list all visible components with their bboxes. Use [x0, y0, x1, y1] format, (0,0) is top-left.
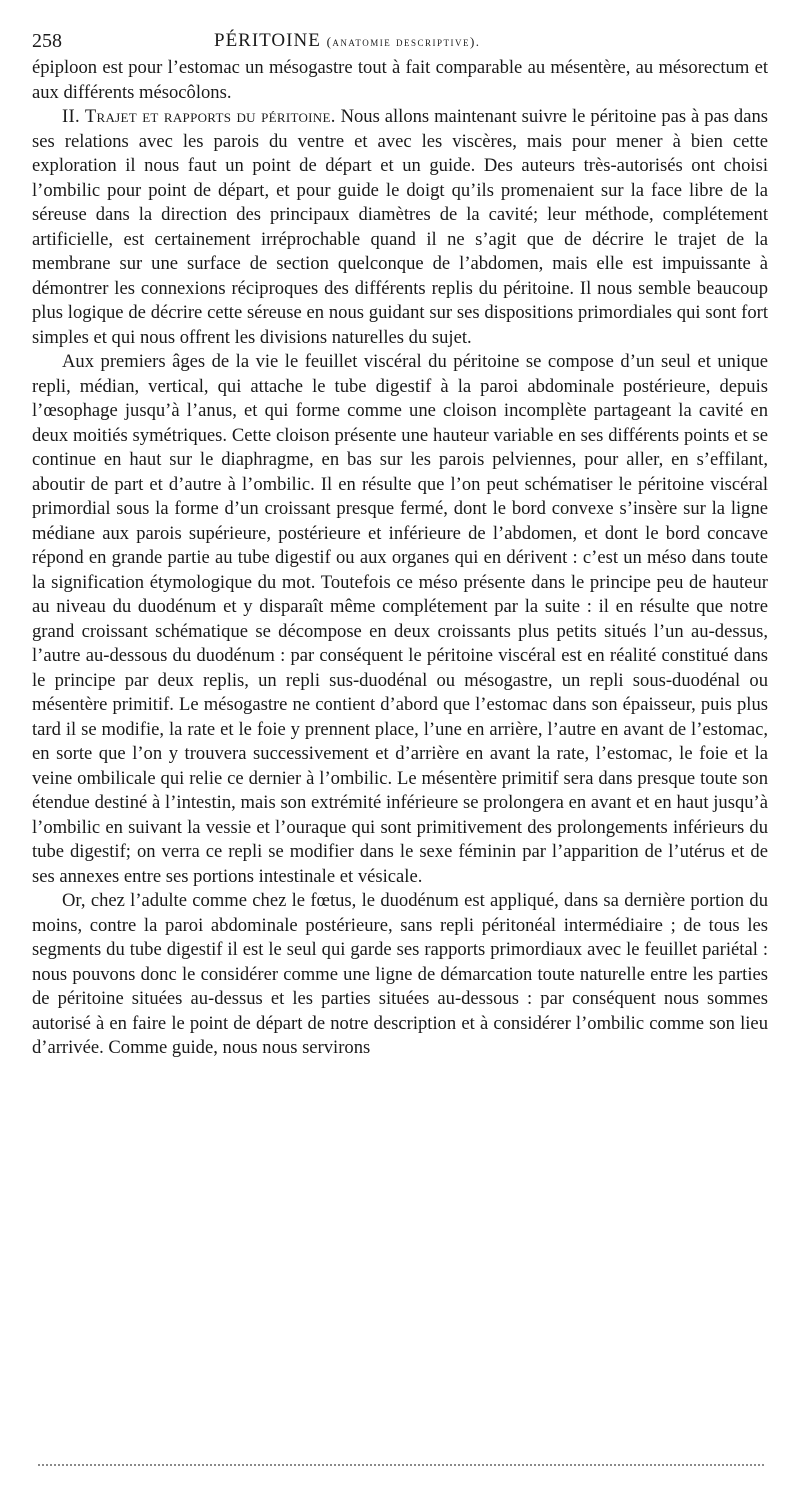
running-subtitle: (anatomie descriptive).	[326, 34, 481, 49]
running-title: PÉRITOINE	[214, 30, 321, 51]
page-number: 258	[32, 30, 62, 52]
body-text	[32, 56, 768, 1061]
section-heading: II. Trajet et rapports du péritoine.	[62, 106, 336, 127]
paragraph-section-ii	[32, 105, 768, 350]
paragraph-duodenum: Or, chez l’adulte comme chez le fœtus, le duodénum est appliqué, dans sa dernière portion du moins, contre la paroi abdominale postérieure, sans repli péritonéal intermédiaire ; de tous les segments du tube digestif il est le seul qui garde ses rapports primordiaux avec le feuillet pariétal : nous pouvons donc le considérer comme une ligne de démarcation toute naturelle entre les parties de péritoine situées au-dessus et les parties situées au-dessous : par conséquent nous sommes autorisé à en faire le point de départ de notre description et à considérer l’ombilic comme son lieu d’arrivée. Comme guide, nous nous servirons	[32, 890, 768, 1058]
running-head	[214, 30, 481, 52]
book-page	[32, 22, 768, 1061]
section-ii-text: Nous allons maintenant suivre le péritoine pas à pas dans ses relations avec les parois du ventre et avec les viscères, mais pour mener à bien cette exploration il nous faut un point de départ et un guide. Des auteurs très-autorisés ont choisi l’ombilic pour point de départ, et pour guide le doigt qu’ils promenaient sur la face libre de la séreuse dans la direction des principaux diamètres de la cavité; leur méthode, complétement artificielle, est certainement irréprochable quand il ne s’agit que de décrire le trajet de la membrane sur une surface de section quelconque de l’abdomen, mais elle est impuissante à démontrer les connexions réciproques des différents replis du péritoine. Il nous semble beaucoup plus logique de décrire cette séreuse en nous guidant sur ses dispositions primordiales qui sont fort simples et qui nous offrent les divisions naturelles du sujet.	[32, 106, 768, 348]
paragraph-primordial-fold: Aux premiers âges de la vie le feuillet viscéral du péritoine se compose d’un seul et unique repli, médian, vertical, qui attache le tube digestif à la paroi abdominale postérieure, depuis l’œsophage jusqu’à l’anus, et qui forme comme une cloison incomplète partageant la cavité en deux moitiés symétriques. Cette cloison présente une hauteur variable en ses différents points et se continue en haut sur le diaphragme, en bas sur les parois pelviennes, pour aller, en s’effilant, aboutir de part et d’autre à l’ombilic. Il en résulte que l’on peut schématiser le péritoine viscéral primordial sous la forme d’un croissant presque fermé, dont le bord convexe s’insère sur la ligne médiane aux parois supérieure, postérieure et inférieure de l’abdomen, et dont le bord concave répond en grande partie au tube digestif ou aux organes qui en dérivent : c’est un méso dans toute la signification étymologique du mot. Toutefois ce méso présente dans le principe peu de hauteur au niveau du duodénum et y disparaît même complétement par la suite : il en résulte que notre grand croissant schématique se décompose en deux croissants plus petits situés l’un au-dessus, l’autre au-dessous du duodénum : par conséquent le péritoine viscéral est en réalité constitué dans le principe par deux replis, un repli sus-duodénal ou mésogastre, un repli sous-duodénal ou mésentère primitif. Le mésogastre ne contient d’abord que l’estomac dans son épaisseur, puis plus tard il se modifie, la rate et le foie y prennent place, l’une en arrière, l’autre en avant de l’estomac, en sorte que l’on y trouvera successivement et d’arrière en avant la rate, l’estomac, le foie et la veine ombilicale qui relie ce dernier à l’ombilic. Le mésentère primitif sera dans presque toute son étendue destiné à l’intestin, mais son extrémité inférieure se prolongera en avant et en haut jusqu’à l’ombilic en suivant la vessie et l’ouraque qui sont primitivement des prolongements inférieurs du tube digestif; on verra ce repli se modifier dans le sexe féminin par l’apparition de l’utérus et de ses annexes entre ses portions intestinale et vésicale.	[32, 351, 768, 887]
page-header	[32, 22, 768, 58]
bottom-dotted-rule	[38, 1464, 764, 1466]
paragraph-continuation: épiploon est pour l’estomac un mésogastre tout à fait comparable au mésentère, au mésorectum et aux différents mésocôlons.	[32, 57, 768, 103]
